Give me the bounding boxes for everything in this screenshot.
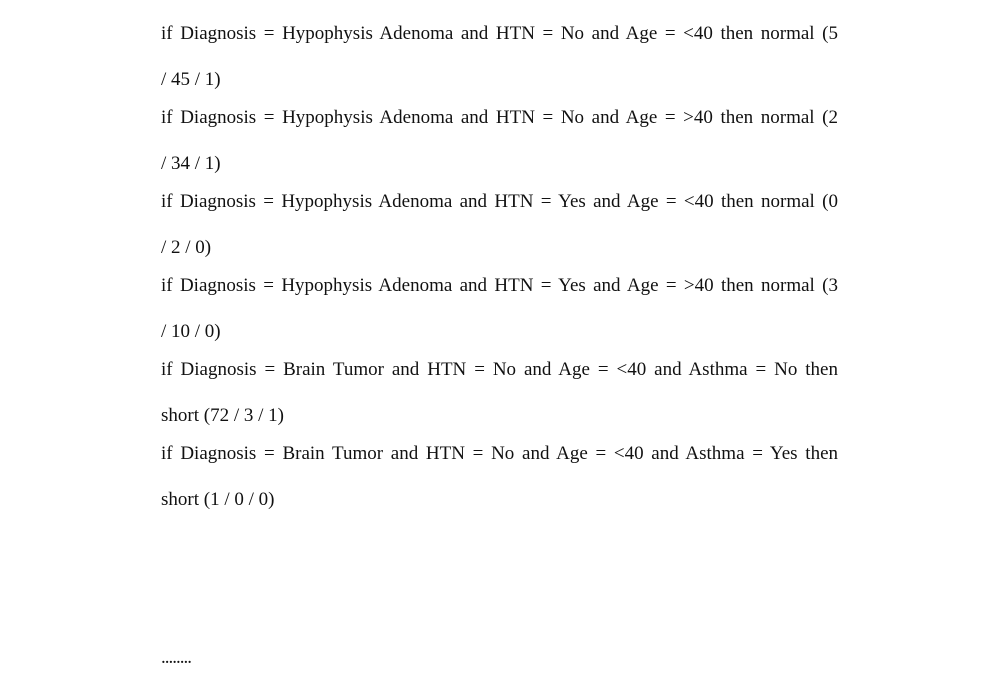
rule-item (161, 358, 851, 428)
continuation-ellipsis: ........ (161, 647, 191, 668)
rule-condition-line: if Diagnosis = Hypophysis Adenoma and HTN = No and Age = <40 then normal (5 (161, 23, 838, 44)
rule-condition-line: if Diagnosis = Hypophysis Adenoma and HTN = No and Age = >40 then normal (2 (161, 107, 838, 128)
rule-item (161, 106, 851, 176)
rule-item (161, 442, 851, 512)
rule-counts-line: / 10 / 0) (161, 321, 221, 342)
rule-counts-line: short (72 / 3 / 1) (161, 405, 284, 426)
rule-item (161, 274, 851, 344)
rule-item (161, 190, 851, 260)
rule-counts-line: / 34 / 1) (161, 153, 221, 174)
rule-counts-line: / 45 / 1) (161, 69, 221, 90)
rule-list (161, 22, 851, 526)
rule-counts-line: / 2 / 0) (161, 237, 212, 258)
rule-condition-line: if Diagnosis = Hypophysis Adenoma and HTN = Yes and Age = >40 then normal (3 (161, 275, 838, 296)
rule-condition-line: if Diagnosis = Brain Tumor and HTN = No and Age = <40 and Asthma = Yes then (161, 443, 838, 464)
rule-counts-line: short (1 / 0 / 0) (161, 489, 275, 510)
rule-item (161, 22, 851, 92)
rule-condition-line: if Diagnosis = Brain Tumor and HTN = No and Age = <40 and Asthma = No then (161, 359, 838, 380)
rule-condition-line: if Diagnosis = Hypophysis Adenoma and HTN = Yes and Age = <40 then normal (0 (161, 191, 838, 212)
